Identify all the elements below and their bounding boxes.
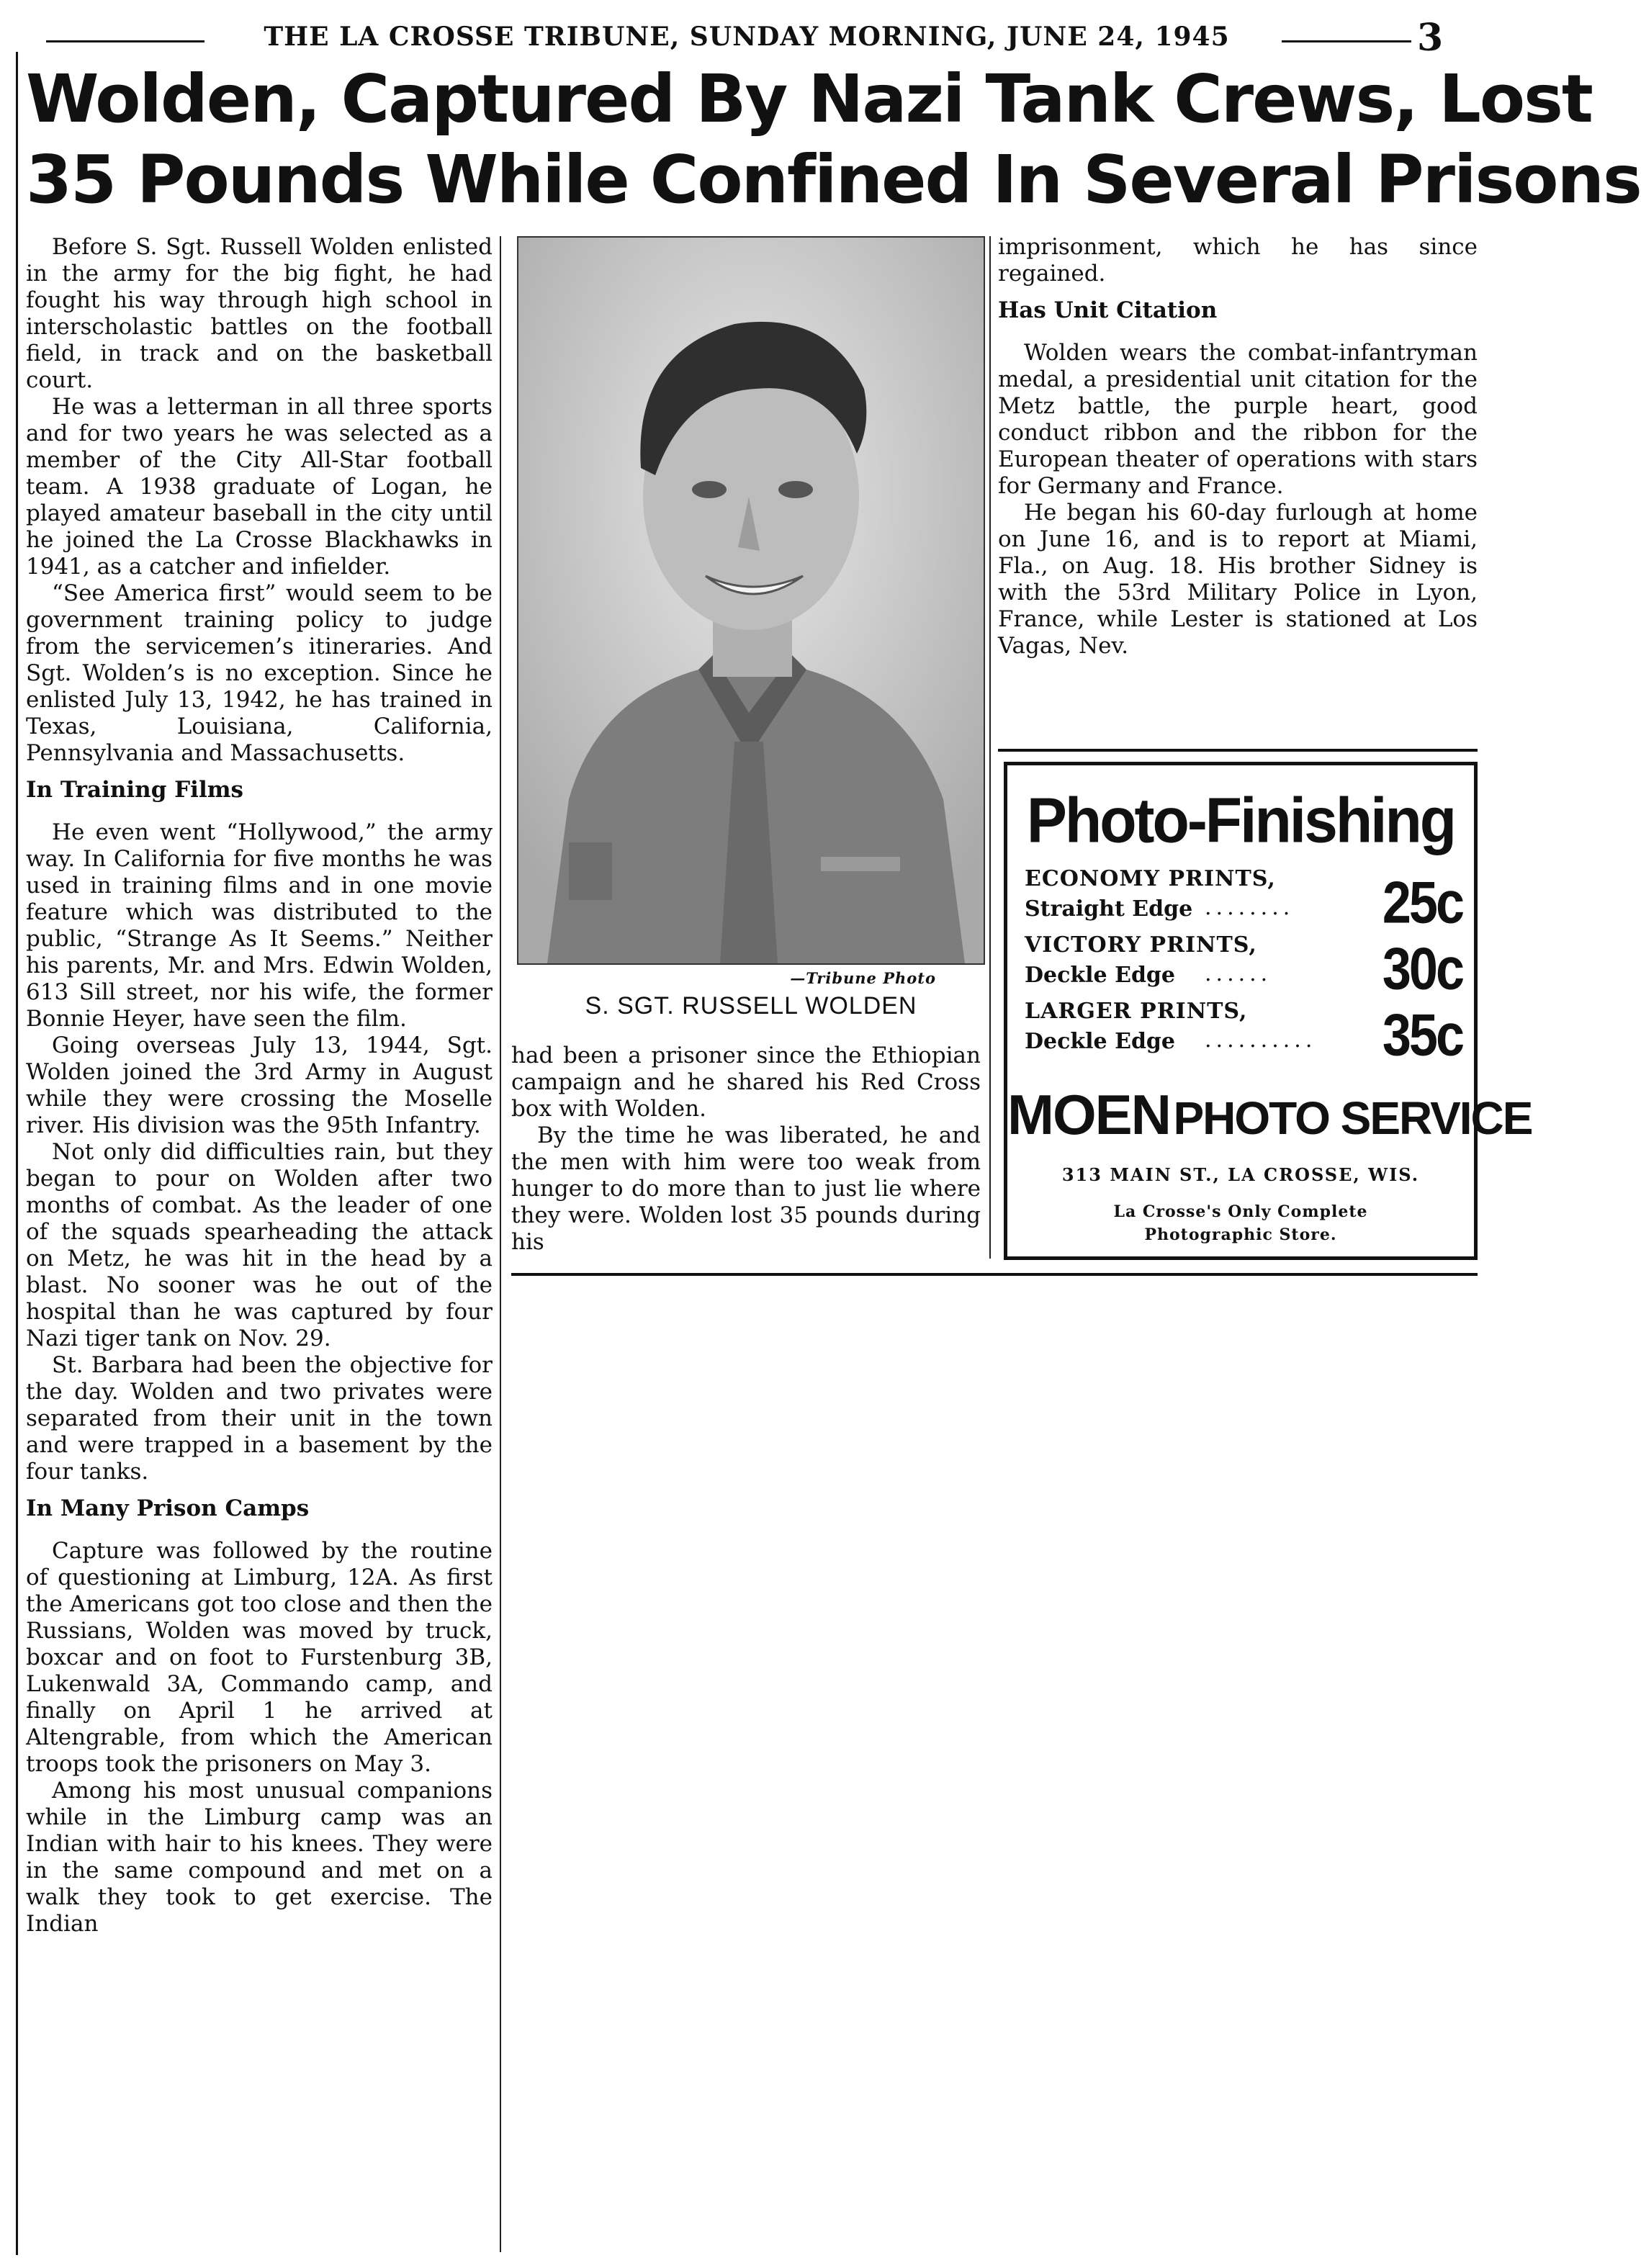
headline	[26, 59, 1641, 220]
ad-item-name: ECONOMY PRINTS,	[1025, 866, 1276, 891]
ad-item-price: 30c	[1382, 936, 1462, 1002]
portrait-photo	[517, 236, 985, 965]
ad-heading: Photo-Finishing	[1026, 784, 1455, 856]
ad-price-row	[1025, 999, 1462, 1068]
subheading-training-films: In Training Films	[26, 777, 243, 803]
ad-price-row	[1025, 932, 1462, 1002]
paragraph: “See America first” would seem to be government training policy to judge from the servicemen’s itineraries. And Sgt. Wolden’s is no exception. Since he enlisted July 13, 1942, he has trained in Texas, Louisiana, California, Pennsylvania and Massachusetts.	[26, 580, 493, 766]
ad-item-edge: Deckle Edge	[1025, 1029, 1175, 1054]
masthead-rule-left	[46, 40, 204, 42]
paragraph: Not only did difficulties rain, but they began to pour on Wolden after two months of combat. As the leader of one of the squads spearheading the attack on Metz, he was hit in the head by a blast. No sooner was he out of the hospital than he was captured by four Nazi tiger tank on Nov. 29.	[26, 1139, 493, 1351]
ad-tagline-line-2: Photographic Store.	[1144, 1225, 1337, 1244]
paragraph: St. Barbara had been the objective for the day. Wolden and two privates were separated from their unit in the town and were trapped in a basement by the four tanks.	[26, 1352, 493, 1485]
masthead-rule-right	[1282, 40, 1411, 42]
ad-item-edge: Deckle Edge	[1025, 963, 1175, 988]
ad-item-price: 25c	[1382, 870, 1462, 936]
paragraph: Going overseas July 13, 1944, Sgt. Wolden joined the 3rd Army in August while they were crossing the Moselle river. His division was the 95th Infantry.	[26, 1032, 493, 1138]
ad-price-row	[1025, 866, 1462, 935]
ad-item-price: 35c	[1382, 1002, 1462, 1068]
paragraph: imprisonment, which he has since regained.	[998, 234, 1478, 287]
paragraph: He was a letterman in all three sports and for two years he was selected as a member of the City All-Star football team. A 1938 graduate of Logan, he played amateur baseball in the city until he joined the La Crosse Blackhawks in 1941, as a catcher and infielder.	[26, 394, 493, 580]
page-number: 3	[1417, 16, 1444, 60]
ad-brand-main: MOEN	[1007, 1083, 1170, 1146]
photo-finishing-ad	[1004, 762, 1532, 1260]
masthead	[46, 16, 1444, 60]
subheading-unit-citation: Has Unit Citation	[998, 297, 1218, 323]
headline-line-2: 35 Pounds While Confined In Several Prisons	[26, 141, 1641, 218]
ad-item-name: LARGER PRINTS,	[1025, 999, 1248, 1024]
paragraph: He even went “Hollywood,” the army way. In California for five months he was used in training films and in one movie feature which was distributed to the public, “Strange As It Seems.” Neither his parents, Mr. and Mrs. Edwin Wolden, 613 Sill street, nor his wife, the former Bonnie Heyer, have seen the film.	[26, 819, 493, 1032]
headline-line-1: Wolden, Captured By Nazi Tank Crews, Lost	[26, 60, 1592, 138]
article-column-1	[26, 234, 493, 1938]
paragraph: had been a prisoner since the Ethiopian campaign and he shared his Red Cross box with Wolden.	[511, 1043, 981, 1122]
paragraph: Among his most unusual companions while in the Limburg camp was an Indian with hair to his knees. They were in the same compound and met on a walk they took to get exercise. The Indian	[26, 1778, 493, 1937]
photo-caption: S. SGT. RUSSELL WOLDEN	[585, 992, 917, 1020]
paragraph: By the time he was liberated, he and the men with him were too weak from hunger to do more than to just lie where they were. Wolden lost 35 pounds during his	[511, 1122, 981, 1255]
paragraph: He began his 60-day furlough at home on June 16, and is to report at Miami, Fla., on Aug. 18. His brother Sidney is with the 53rd Military Police in Lyon, France, while Lester is stationed at Los Vagas, Nev.	[998, 500, 1478, 659]
masthead-title: THE LA CROSSE TRIBUNE, SUNDAY MORNING, JUNE 24, 1945	[264, 22, 1230, 52]
ad-tagline-line-1: La Crosse's Only Complete	[1113, 1202, 1368, 1221]
column-rule-2	[989, 236, 991, 1259]
ad-item-edge: Straight Edge	[1025, 896, 1193, 922]
bottom-rule	[511, 1273, 1478, 1276]
paragraph: Wolden wears the combat-infantryman medal, a presidential unit citation for the Metz battle, the purple heart, good conduct ribbon and the ribbon for the European theater of operations with stars for Germany and France.	[998, 340, 1478, 499]
ad-tagline	[1007, 1200, 1474, 1246]
paragraph: Capture was followed by the routine of questioning at Limburg, 12A. As first the Americans got too close and then the Russians, Wolden was moved by truck, boxcar and on foot to Furstenburg 3B, Lukenwald 3A, Commando camp, and finally on April 1 he arrived at Altengrable, from which the American troops took the prisoners on May 3.	[26, 1538, 493, 1777]
article-column-3	[998, 234, 1478, 660]
ad-brand-rest: PHOTO SERVICE	[1173, 1092, 1532, 1144]
ad-brand	[1007, 1082, 1532, 1148]
ad-item-leader: ......	[1205, 961, 1272, 986]
ad-item-leader: ..........	[1205, 1027, 1317, 1053]
photo-credit: —Tribune Photo	[790, 969, 936, 987]
ad-address: 313 MAIN ST., LA CROSSE, WIS.	[1061, 1164, 1420, 1185]
portrait-image	[518, 238, 984, 963]
ad-item-name: VICTORY PRINTS,	[1025, 932, 1257, 958]
paragraph: Before S. Sgt. Russell Wolden enlisted in the army for the big fight, he had fought his way through high school in interscholastic battles on the football field, in track and on the basketball court.	[26, 234, 493, 393]
page-frame-rule	[16, 52, 18, 2255]
ad-item-leader: ........	[1205, 895, 1295, 920]
subheading-prison-camps: In Many Prison Camps	[26, 1495, 310, 1521]
column-3-divider	[998, 749, 1478, 752]
article-column-2	[511, 1043, 981, 1256]
column-rule-1	[500, 236, 501, 2252]
